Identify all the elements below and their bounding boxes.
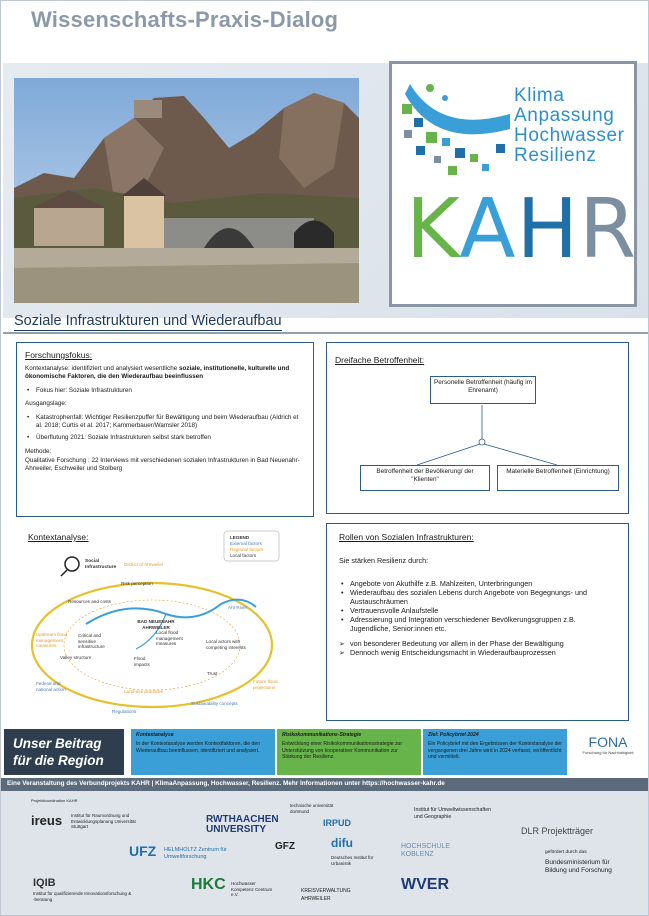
legend-external: External factors [230,541,262,546]
rwth-logo: RWTHAACHEN UNIVERSITY [206,814,279,835]
iqib-text: Institut für qualifizierende Innovationsforschung & -beratung [33,891,132,902]
ireus-text: Institut für Raumordnung und Entwicklungsplanung Universität Stuttgart [71,813,136,829]
ctx-risk: Risk perception [121,581,153,586]
rollen-heading: Rollen von Sozialen Infrastrukturen: [339,532,474,542]
node-personelle: Personelle Betroffenheit (häufig im Ehrenamt) [430,376,536,404]
kontext-prefix: Kontextanalyse: identifiziert und analysiert wesentliche [25,365,180,372]
difu-logo: difu [331,836,353,850]
card-title: Kontextanalyse [136,732,174,738]
ausgangslage-label: Ausgangslage: [25,399,67,407]
kontextanalyse-text [25,365,305,381]
section-title: Soziale Infrastrukturen und Wiederaufbau [14,313,282,329]
tu-dortmund-text: technische universität dortmund [290,803,334,814]
rollen-arrow-item: ➢ Dennoch wenig Entscheidungsmacht in Wiederaufbauprozessen [339,648,616,657]
fona-logo [573,734,643,770]
ausgangslage-item: • Überflutung 2021: Soziale Infrastrukturen selbst stark betroffen [25,434,305,442]
ctx-river: Ahr River [228,605,248,610]
ctx-critical: Critical and sensitive infrastructure [78,633,105,649]
magnifier-icon [65,557,79,571]
node-bevoelkerung: Betroffenheit der Bevölkerung/ der "Klienten" [360,465,490,491]
difu-text: Deutsches Institut für Urbanistik [331,855,374,866]
ctx-landuse: Land-use practices [124,689,163,694]
ctx-localactors: Local actors with competing interests [206,639,246,650]
irpud-logo: IRPUD [323,818,352,828]
koblenz-logo: HOCHSCHULE KOBLENZ [401,843,451,858]
ausgangslage-list [25,414,305,443]
rollen-box [326,523,629,721]
fona-sub: Forschung für Nachhaltigkeit [582,750,634,755]
footer-bar: Eine Veranstaltung des Verbundprojekts KAHR | KlimaAnpassung, Hochwasser, Resilienz. Mehr Informationen unter https://hochwasser-kahr.de [1,778,649,791]
kahr-letter-r: R [579,182,638,277]
kontextanalyse-panel [16,529,314,727]
beitrag-title: Unser Beitrag für die Region [4,729,124,775]
bmbf-logo: Bundesministerium für Bildung und Forschung [545,859,612,874]
ahr-valley-photo [14,78,359,303]
kahr-letter-k: K [406,182,460,277]
card-text: In der Kontextanalyse werden Kontextfaktoren, die den Wiederaufbau beeinflussen, identifiziert und analysiert. [136,740,261,754]
card-title: Risikokommunikations-Strategie [282,732,362,738]
rollen-item: • Wiederaufbau des sozialen Lebens durch Angebote von Begegnungs- und Austauschräumen [339,588,616,606]
wver-logo: WVER [401,876,449,893]
ctx-resources: Resources and costs [68,599,111,604]
rollen-arrow-item: ➢ von besonderer Bedeutung vor allem in der Phase der Bewältigung [339,639,616,648]
card-text: Entwicklung einer Risikokommunikationsstrategie zur Unterstützung von kooperativer Kommunikation zur Stärkung der Resilienz. [282,740,403,761]
ireus-logo: ireus [31,813,63,828]
card-kontextanalyse [131,729,275,775]
ufz-logo: UFZ [129,843,157,859]
photo-illustration [14,78,359,303]
gfz-logo: GFZ [275,841,295,852]
legend-local: Local factors [230,553,257,558]
card-risikokommunikation [277,729,421,775]
kahr-logo [389,61,637,307]
legend-regional: Regional factors [230,547,264,552]
rollen-item: • Vertrauensvolle Anlaufstelle [339,606,616,615]
helmholtz-text: HELMHOLTZ Zentrum für Umweltforschung [164,847,227,860]
logo-word-resilienz: Resilienz [514,145,597,166]
ctx-future: Future flood projections [253,679,278,690]
card-text: Ein Policybrief mit den Ergebnissen der Kontextanalyse der vergangenen drei Jahre wird in 2024 verfasst, veröffentlicht und vermittelt. [428,740,562,761]
section-divider [3,332,648,334]
kahr-letter-a: A [459,182,517,277]
kontext-bold: soziale, institutionelle, kulturelle und ökonomische Faktoren, die den Wiederaufbau beeinflussen [25,365,290,381]
methode-text: Qualitative Forschung : 22 Interviews mit verschiedenen sozialen Infrastrukturen in Bad Neuenahr-Ahrweiler, Eschweiler und Stolberg [25,456,300,472]
ctx-federal: Federal and national action [36,681,66,692]
kontextanalyse-heading: Kontextanalyse: [28,532,89,542]
ctx-localflood: Local flood management measures [156,630,183,646]
logo-word-hochwasser: Hochwasser [514,125,625,146]
gefoerdert-label: gefördert durch das [545,850,587,855]
dlr-logo: DLR Projektträger [521,826,594,836]
ctx-impacts: Flood impacts [134,656,150,667]
betroffenheit-heading: Dreifache Betroffenheit: [335,355,425,365]
methode-label: Methode: [25,448,52,456]
card-policybrief [423,729,567,775]
logo-word-anpassung: Anpassung [514,105,615,126]
ctx-district: District of Ahrweiler [124,562,164,567]
fokus-item: • Fokus hier: Soziale Infrastrukturen [25,387,305,395]
rollen-intro: Sie stärken Resilienz durch: [339,556,429,565]
rollen-item: • Angebote von Akuthilfe z.B. Mahlzeiten, Unterbringungen [339,579,616,588]
card-title: Ziel: Policybrief 2024 [428,732,479,738]
page-title: Wissenschafts-Praxis-Dialog [31,7,339,32]
ctx-valley: Valley structure [60,655,92,660]
logo-wave-icon [400,74,515,194]
projektkoordination-label: Projektkoordination KAHR [31,798,78,803]
fona-wordmark: FONA [588,734,628,750]
hkc-logo: HKC [191,876,226,893]
partner-logos [1,791,649,916]
iqib-logo: IQIB [33,877,56,889]
logo-word-klima: Klima [514,85,565,106]
ctx-regulations: Regulations [112,709,137,714]
ctx-sustainability: Sustainability concepts [191,701,238,706]
kahr-letter-h: H [516,182,580,277]
ctx-social: Social Infrastructure [85,559,117,570]
kahr-wordmark [406,182,638,277]
ctx-trust: Trust [207,671,218,676]
kreis-logo: KREISVERWALTUNG AHRWEILER [301,888,351,902]
ausgangslage-item: • Katastrophenfall: Wichtiger Resilienzpuffer für Bewältigung und beim Wiederaufbau (Aldrich et al. 2018; Curtis et al. 2017; Kammerbauer/Wamsler 2018) [25,414,305,430]
hkc-text: Hochwasser Kompetenz Centrum e.V. [231,881,273,897]
ctx-upstream: Upstream flood management measures [36,632,68,648]
rollen-arrow-list [339,639,616,657]
rollen-item: • Adressierung und Integration verschiedener Bevölkerungsgruppen z.B. Jugendliche, Senior:innen etc. [339,615,616,633]
forschungsfokus-box [16,342,314,517]
iug-logo: Institut für Umweltwissenschaften und Geographie [414,807,491,820]
node-materielle: Materielle Betroffenheit (Einrichtung) [497,465,619,491]
forschungsfokus-heading: Forschungsfokus: [25,350,93,360]
logo-words [514,86,625,166]
rollen-list [339,579,616,633]
betroffenheit-box [326,342,629,514]
fokus-list [25,387,305,395]
legend-title: LEGEND [230,535,250,540]
ctx-town: BAD NEUENAHR AHRWEILER [137,619,175,630]
